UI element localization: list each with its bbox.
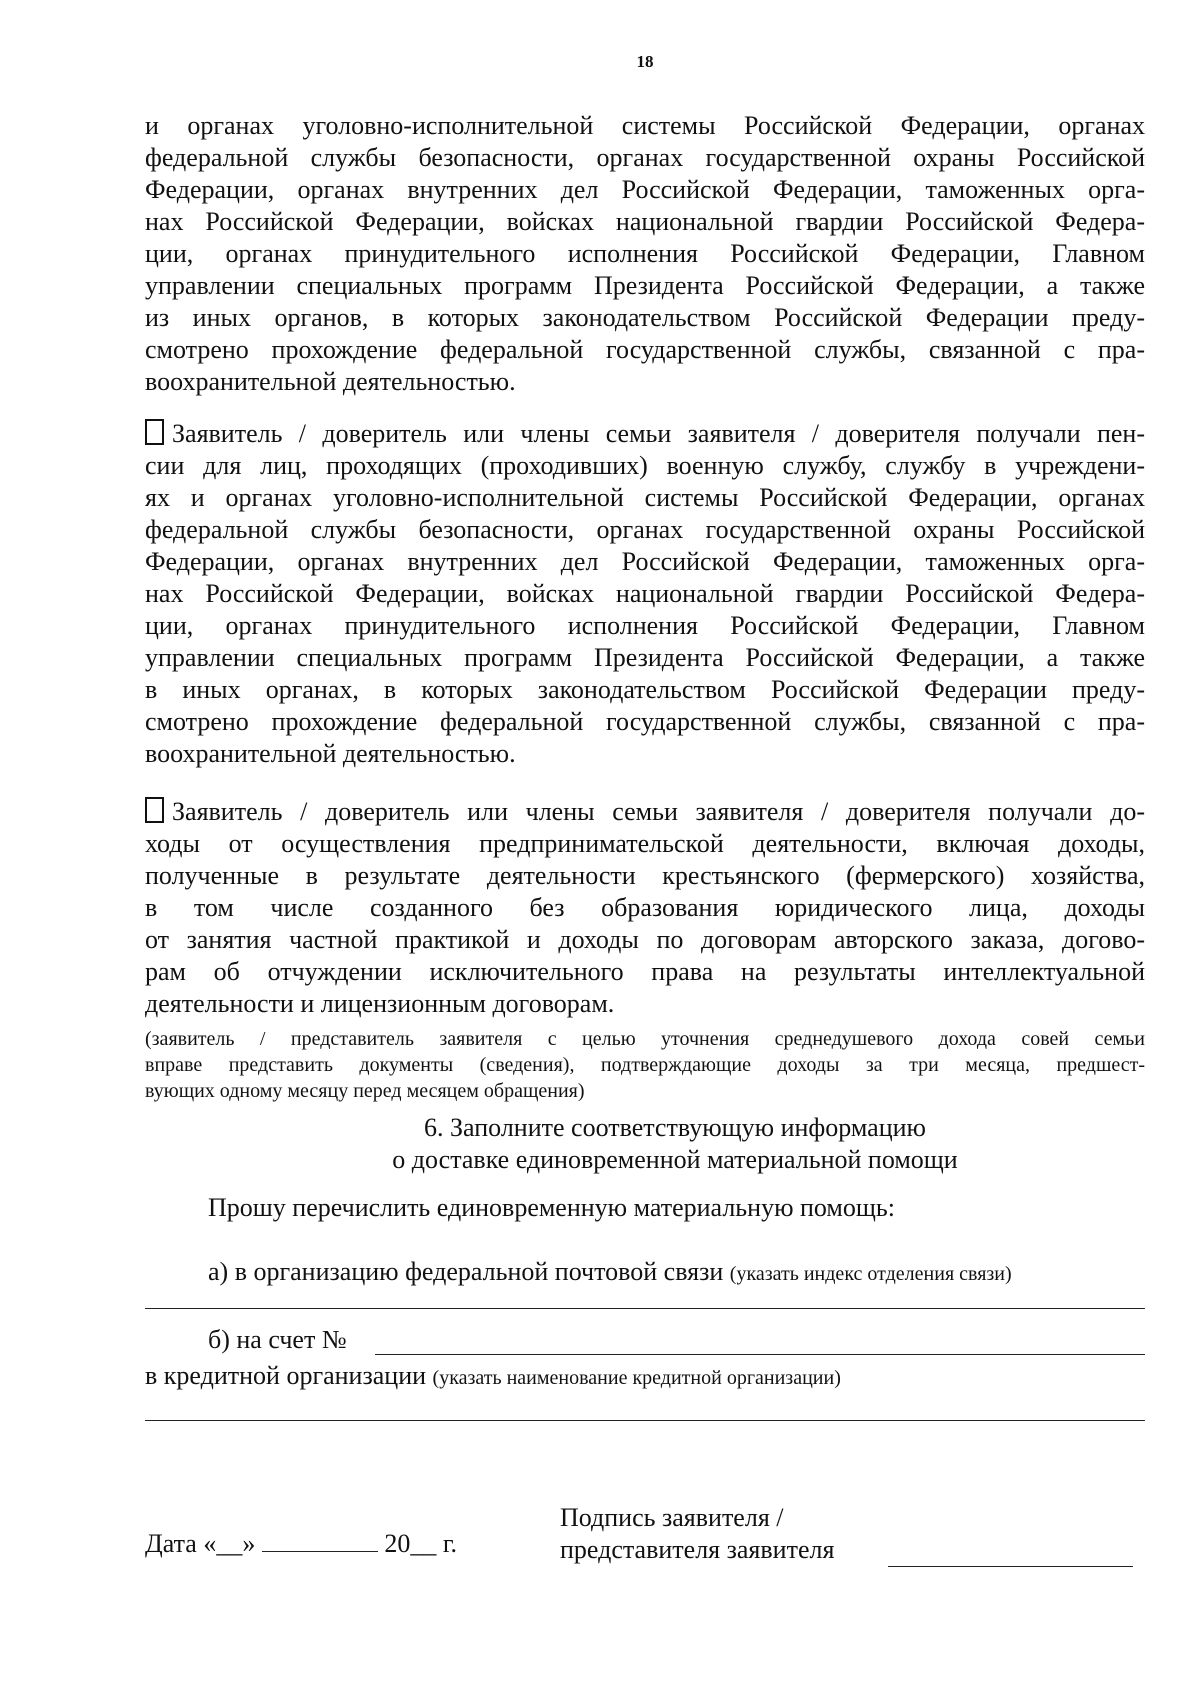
option-a-hint: (указать индекс отделения связи)	[729, 1263, 1012, 1285]
note-line: (заявитель / представитель заявителя с целью уточнения среднедушевого дохода совей семьи	[145, 1028, 1145, 1050]
credit-org-label: в кредитной организации	[145, 1361, 427, 1390]
paragraph-line: ции, органах принудительного исполнения Российской Федерации, Главном	[145, 239, 1145, 268]
postal-index-input-line[interactable]	[145, 1308, 1145, 1309]
intro-paragraph	[145, 110, 1145, 398]
paragraph-line: Федерации, органах внутренних дел Российской Федерации, таможенных орга-	[145, 547, 1145, 576]
paragraph-line: смотрено прохождение федеральной государственной службы, связанной с пра-	[145, 335, 1145, 364]
date-prefix: Дата «	[145, 1529, 217, 1558]
year-blank[interactable]: __	[410, 1529, 437, 1558]
credit-org-hint: (указать наименование кредитной организации)	[432, 1367, 841, 1389]
income-note	[145, 1026, 1145, 1104]
signature-label-line: Подпись заявителя /	[560, 1503, 784, 1532]
paragraph-line: в том числе созданного без образования юридического лица, доходы	[145, 893, 1145, 922]
paragraph-line: и органах уголовно-исполнительной системы Российской Федерации, органах	[145, 111, 1145, 140]
paragraph-line: управлении специальных программ Президента Российской Федерации, а также	[145, 643, 1145, 672]
signature-label-line: представителя заявителя	[560, 1535, 835, 1564]
paragraph-line: Федерации, органах внутренних дел Российской Федерации, таможенных орга-	[145, 175, 1145, 204]
paragraph-line: федеральной службы безопасности, органах государственной охраны Российской	[145, 143, 1145, 172]
page-number: 18	[636, 52, 654, 71]
business-income-checkbox[interactable]	[145, 797, 164, 823]
option-a-label: а) в организацию федеральной почтовой связи	[208, 1257, 724, 1286]
paragraph-line: рам об отчуждении исключительного права на результаты интеллектуальной	[145, 957, 1145, 986]
paragraph-line: Заявитель / доверитель или члены семьи заявителя / доверителя получали пен-	[145, 418, 1145, 450]
option-business-income	[145, 796, 1145, 1020]
signature-input-line[interactable]	[888, 1566, 1133, 1567]
paragraph-line: Заявитель / доверитель или члены семьи заявителя / доверителя получали до-	[145, 796, 1145, 828]
paragraph-line: сии для лиц, проходящих (проходивших) военную службу, службу в учреждени-	[145, 451, 1145, 480]
paragraph-line: деятельности и лицензионным договорам.	[145, 989, 615, 1018]
paragraph-line: федеральной службы безопасности, органах государственной охраны Российской	[145, 515, 1145, 544]
paragraph-line: ях и органах уголовно-исполнительной системы Российской Федерации, органах	[145, 483, 1145, 512]
option-a-row	[208, 1256, 1012, 1290]
request-text: Прошу перечислить единовременную материальную помощь:	[208, 1193, 895, 1222]
account-number-input-line[interactable]	[375, 1354, 1145, 1355]
signature-label	[560, 1502, 834, 1566]
paragraph-line: из иных органов, в которых законодательством Российской Федерации преду-	[145, 303, 1145, 332]
paragraph-line: ходы от осуществления предпринимательской деятельности, включая доходы,	[145, 829, 1145, 858]
paragraph-line: воохранительной деятельностью.	[145, 367, 516, 396]
paragraph-line: от занятия частной практикой и доходы по договорам авторского заказа, догово-	[145, 925, 1145, 954]
note-line: вправе представить документы (сведения), подтверждающие доходы за три месяца, предшест-	[145, 1054, 1145, 1076]
paragraph-line: нах Российской Федерации, войсках национальной гвардии Российской Федера-	[145, 207, 1145, 236]
section-6-heading	[200, 1112, 1150, 1176]
paragraph-line: смотрено прохождение федеральной государственной службы, связанной с пра-	[145, 707, 1145, 736]
year-prefix: 20	[384, 1529, 411, 1558]
paragraph-line: воохранительной деятельностью.	[145, 739, 516, 768]
date-month-input-line[interactable]	[262, 1529, 378, 1552]
year-suffix: г.	[436, 1529, 458, 1558]
option-pension	[145, 418, 1145, 770]
date-day-blank[interactable]: __	[216, 1529, 243, 1558]
date-row	[145, 1528, 457, 1560]
paragraph-line: нах Российской Федерации, войсках национальной гвардии Российской Федера-	[145, 579, 1145, 608]
paragraph-line: управлении специальных программ Президента Российской Федерации, а также	[145, 271, 1145, 300]
section-title-line: 6. Заполните соответствующую информацию	[424, 1113, 926, 1142]
credit-org-input-line[interactable]	[145, 1420, 1145, 1421]
option-b-label: б) на счет №	[208, 1325, 347, 1354]
credit-org-row	[145, 1360, 841, 1394]
note-line: вующих одному месяцу перед месяцем обращения)	[145, 1080, 585, 1102]
section-title-line: о доставке единовременной материальной помощи	[392, 1145, 958, 1174]
paragraph-line: в иных органах, в которых законодательством Российской Федерации преду-	[145, 675, 1145, 704]
date-close: »	[242, 1529, 256, 1558]
paragraph-line: полученные в результате деятельности крестьянского (фермерского) хозяйства,	[145, 861, 1145, 890]
paragraph-line: ции, органах принудительного исполнения Российской Федерации, Главном	[145, 611, 1145, 640]
pension-checkbox[interactable]	[145, 419, 164, 445]
